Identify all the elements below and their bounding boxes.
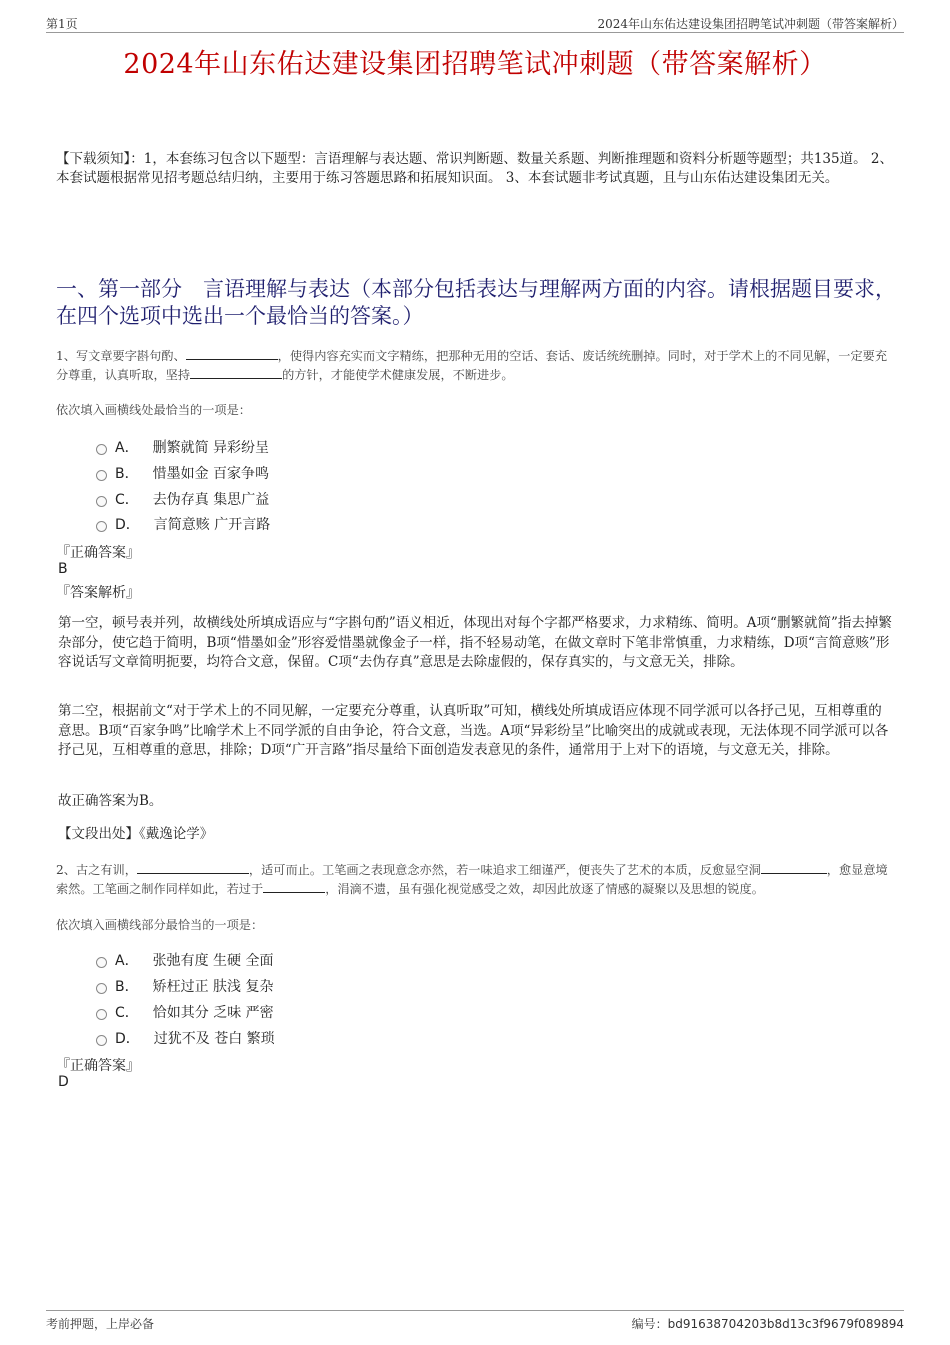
option-letter: C． <box>115 492 139 508</box>
page-header <box>46 14 904 33</box>
q2-option-c[interactable] <box>96 1002 274 1022</box>
option-text: 惜墨如金 百家争鸣 <box>152 466 270 482</box>
header-doc-title: 2024年山东佑达建设集团招聘笔试冲刺题（带答案解析） <box>597 17 904 31</box>
q1-prompt: 依次填入画横线处最恰当的一项是： <box>56 403 251 417</box>
q1-option-c[interactable] <box>96 489 269 509</box>
q1-stem-part-c: 的方针，才能使学术健康发展，不断进步。 <box>282 368 514 382</box>
option-text: 恰如其分 乏味 严密 <box>152 1005 274 1021</box>
q2-blank-2 <box>761 861 827 874</box>
option-text: 删繁就简 异彩纷呈 <box>152 440 270 456</box>
q1-answer: B <box>58 561 68 577</box>
q2-blank-3 <box>263 880 325 893</box>
option-letter: D． <box>115 1031 140 1047</box>
download-notice: 【下载须知】：1，本套练习包含以下题型：言语理解与表达题、常识判断题、数量关系题、判断推理题和资料分析题等题型；共135道。 2、本套试题根据常见招考题总结归纳，主要用于练习答题思路和拓展知识面。 3、本套试题非考试真题，且与山东佑达建设集团无关。 <box>56 151 893 186</box>
option-letter: B． <box>115 466 139 482</box>
footer-code <box>632 1315 904 1332</box>
radio-icon[interactable] <box>96 1009 107 1020</box>
q2-stem-part-c: ，愈显意境索然。工笔画之制作同样如此，若过于 <box>56 863 888 896</box>
option-text: 言简意赅 广开言路 <box>153 517 271 533</box>
document-title: 2024年山东佑达建设集团招聘笔试冲刺题（带答案解析） <box>123 49 827 80</box>
q1-blank-2 <box>190 366 282 379</box>
footer-code-value: bd91638704203b8d13c3f9679f089894 <box>667 1317 904 1331</box>
q2-option-a[interactable] <box>96 950 273 970</box>
q1-option-d[interactable] <box>96 514 270 534</box>
q2-blank-1 <box>137 861 249 874</box>
q1-answer-label: 『正确答案』 <box>56 545 140 561</box>
radio-icon[interactable] <box>96 444 107 455</box>
option-text: 张弛有度 生硬 全面 <box>152 953 274 969</box>
option-text: 去伪存真 集思广益 <box>152 492 270 508</box>
option-text: 过犹不及 苍白 繁琐 <box>153 1031 275 1047</box>
q1-stem-part-b: ，使得内容充实而文字精练，把那种无用的空话、套话、废话统统删掉。同时，对于学术上的不同见解，一定要充分尊重，认真听取，坚持 <box>56 349 888 382</box>
question-1-stem <box>56 347 892 385</box>
q1-option-a[interactable] <box>96 437 269 457</box>
q1-source: 【文段出处】《戴逸论学》 <box>58 826 214 842</box>
q2-answer-label: 『正确答案』 <box>56 1058 140 1074</box>
radio-icon[interactable] <box>96 957 107 968</box>
q2-stem-part-a: 2、古之有训， <box>56 863 137 877</box>
footer-code-label: 编号： <box>631 1317 668 1331</box>
option-letter: A． <box>115 953 139 969</box>
q2-answer: D <box>58 1074 69 1090</box>
radio-icon[interactable] <box>96 1035 107 1046</box>
option-letter: C． <box>115 1005 139 1021</box>
radio-icon[interactable] <box>96 496 107 507</box>
q2-prompt: 依次填入画横线部分最恰当的一项是： <box>56 918 264 932</box>
q1-blank-1 <box>186 347 278 360</box>
q1-stem-part-a: 1、写文章要字斟句酌、 <box>56 349 186 363</box>
q1-option-b[interactable] <box>96 463 269 483</box>
page-footer <box>46 1310 904 1331</box>
q1-conclusion: 故正确答案为B。 <box>58 793 163 809</box>
footer-slogan: 考前押题，上岸必备 <box>46 1317 155 1331</box>
option-text: 矫枉过正 肤浅 复杂 <box>152 979 274 995</box>
q2-stem-part-d: ，涓滴不遗，虽有强化视觉感受之效，却因此放逐了情感的凝聚以及思想的锐度。 <box>325 882 764 896</box>
option-letter: B． <box>115 979 139 995</box>
option-letter: D． <box>115 517 140 533</box>
option-letter: A． <box>115 440 139 456</box>
section-heading: 一、第一部分 言语理解与表达（本部分包括表达与理解两方面的内容。请根据题目要求，在四个选项中选出一个最恰当的答案。） <box>56 277 896 328</box>
radio-icon[interactable] <box>96 983 107 994</box>
q1-analysis-paragraph-2: 第二空，根据前文“对于学术上的不同见解，一定要充分尊重，认真听取”可知，横线处所填成语应体现不同学派可以各抒己见，互相尊重的意思。B项“百家争鸣”比喻学术上不同学派的自由争论，符合文意，当选。A项“异彩纷呈”比喻突出的成就或表现，无法体现不同学派可以各抒己见，互相尊重的意思，排除；D项“广开言路”指尽量给下面创造发表意见的条件，通常用于上对下的语境，与文意无关，排除。 <box>58 703 889 758</box>
radio-icon[interactable] <box>96 470 107 481</box>
page-number: 第1页 <box>46 17 78 31</box>
q1-analysis-label: 『答案解析』 <box>56 585 140 601</box>
q2-stem-part-b: ，适可而止。工笔画之表现意念亦然，若一味追求工细谨严，便丧失了艺术的本质，反愈显空洞 <box>248 863 761 877</box>
q1-analysis-paragraph-1: 第一空，顿号表并列，故横线处所填成语应与“字斟句酌”语义相近，体现出对每个字都严格要求，力求精练、简明。A项“删繁就简”指去掉繁杂部分，使它趋于简明，B项“惜墨如金”形容爱惜墨就像金子一样，指不轻易动笔，在做文章时下笔非常慎重，力求精练，D项“言简意赅”形容说话写文章简明扼要，均符合文意，保留。C项“去伪存真”意思是去除虚假的，保存真实的，与文意无关，排除。 <box>58 615 892 670</box>
question-2-stem <box>56 861 892 899</box>
radio-icon[interactable] <box>96 521 107 532</box>
q2-option-b[interactable] <box>96 976 274 996</box>
q2-option-d[interactable] <box>96 1028 275 1048</box>
